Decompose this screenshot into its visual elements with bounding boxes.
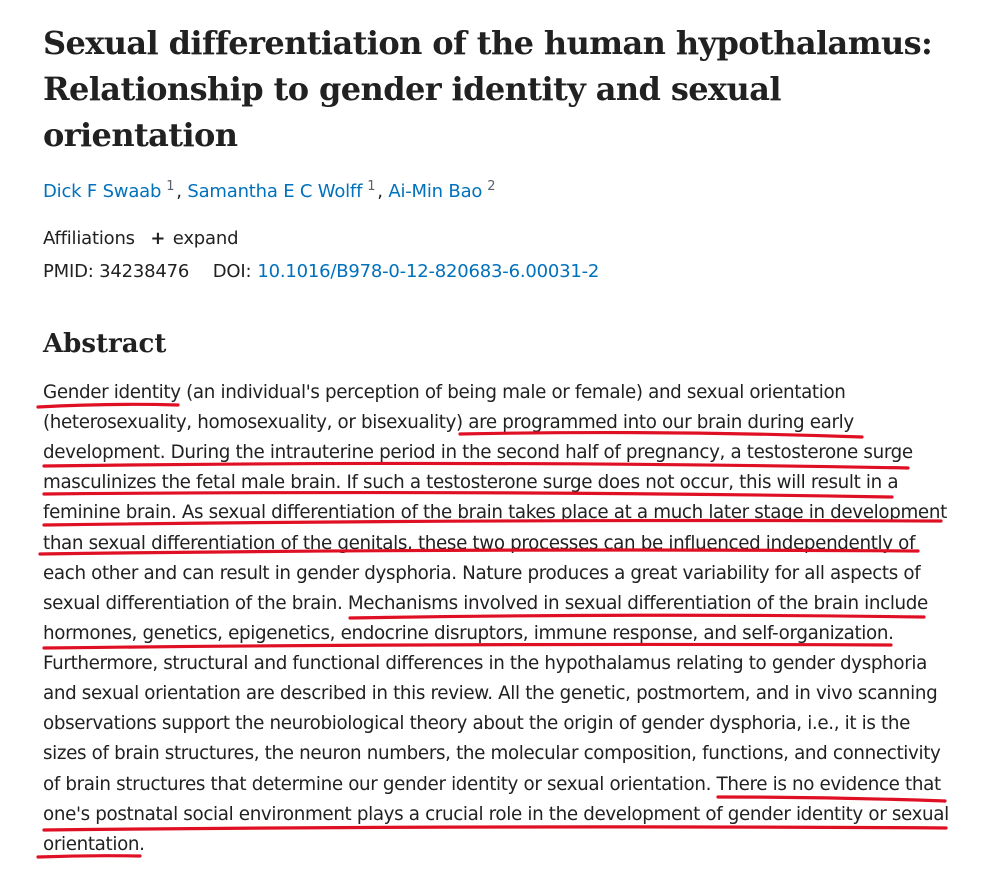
abstract-line: masculinizes the fetal male brain. If such a testosterone surge does not occur, this will result in a: [43, 472, 899, 493]
author-list: Dick F Swaab $^1$ , Samantha E C Wolff $^1$ , Ai-Min Bao $^2$: [43, 179, 496, 202]
affiliation-ref[interactable]: 1: [367, 179, 376, 194]
affiliations-row: [43, 225, 238, 253]
author-link[interactable]: Dick F Swaab: [43, 181, 162, 202]
pmid-label: PMID:: [43, 261, 94, 282]
abstract-line: sexual differentiation of the brain. Mechanisms involved in sexual differentiation of the brain include: [43, 593, 928, 614]
abstract-line: and sexual orientation are described in this review. All the genetic, postmortem, and in vivo scanning: [43, 683, 938, 704]
abstract-line: orientation.: [43, 834, 145, 855]
abstract-line: than sexual differentiation of the genitals, these two processes can be influenced independently of: [43, 533, 916, 554]
plus-icon: +: [150, 228, 166, 249]
author-link[interactable]: Ai-Min Bao: [388, 181, 483, 202]
abstract-line: of brain structures that determine our gender identity or sexual orientation. There is no evidence that: [43, 774, 941, 795]
article-title: Sexual differentiation of the human hypothalamus: Relationship to gender identity and sexual orientation: [43, 24, 933, 154]
expand-affiliations-button[interactable]: [140, 228, 238, 249]
abstract-line: (heterosexuality, homosexuality, or bisexuality) are programmed into our brain during early: [43, 412, 854, 433]
abstract-line: each other and can result in gender dysphoria. Nature produces a great variability for all aspects of: [43, 563, 921, 584]
identifiers-row: [43, 258, 599, 286]
abstract-line: one's postnatal social environment plays a crucial role in the development of gender identity or sexual: [43, 804, 949, 825]
doi-label: DOI:: [212, 261, 252, 282]
abstract-heading: Abstract: [43, 329, 167, 359]
abstract-line: sizes of brain structures, the neuron numbers, the molecular composition, functions, and connectivity: [43, 743, 941, 764]
abstract-line: Gender identity (an individual's perception of being male or female) and sexual orientation: [43, 382, 846, 403]
pmid-value: 34238476: [99, 261, 190, 282]
abstract-line: Furthermore, structural and functional differences in the hypothalamus relating to gender dysphoria: [43, 653, 927, 674]
expand-label: expand: [172, 228, 239, 249]
affiliations-label: Affiliations: [43, 228, 135, 249]
abstract-line: observations support the neurobiological theory about the origin of gender dysphoria, i.e., it is the: [43, 713, 910, 734]
abstract-line: hormones, genetics, epigenetics, endocrine disruptors, immune response, and self-organization.: [43, 623, 894, 644]
author-link[interactable]: Samantha E C Wolff: [187, 181, 363, 202]
affiliation-ref[interactable]: 1: [166, 179, 175, 194]
doi-link[interactable]: 10.1016/B978-0-12-820683-6.00031-2: [257, 261, 600, 282]
affiliation-ref[interactable]: 2: [487, 179, 496, 194]
abstract-line: feminine brain. As sexual differentiation of the brain takes place at a much later stage in development: [43, 502, 947, 523]
abstract-line: development. During the intrauterine period in the second half of pregnancy, a testosterone surge: [43, 442, 913, 463]
